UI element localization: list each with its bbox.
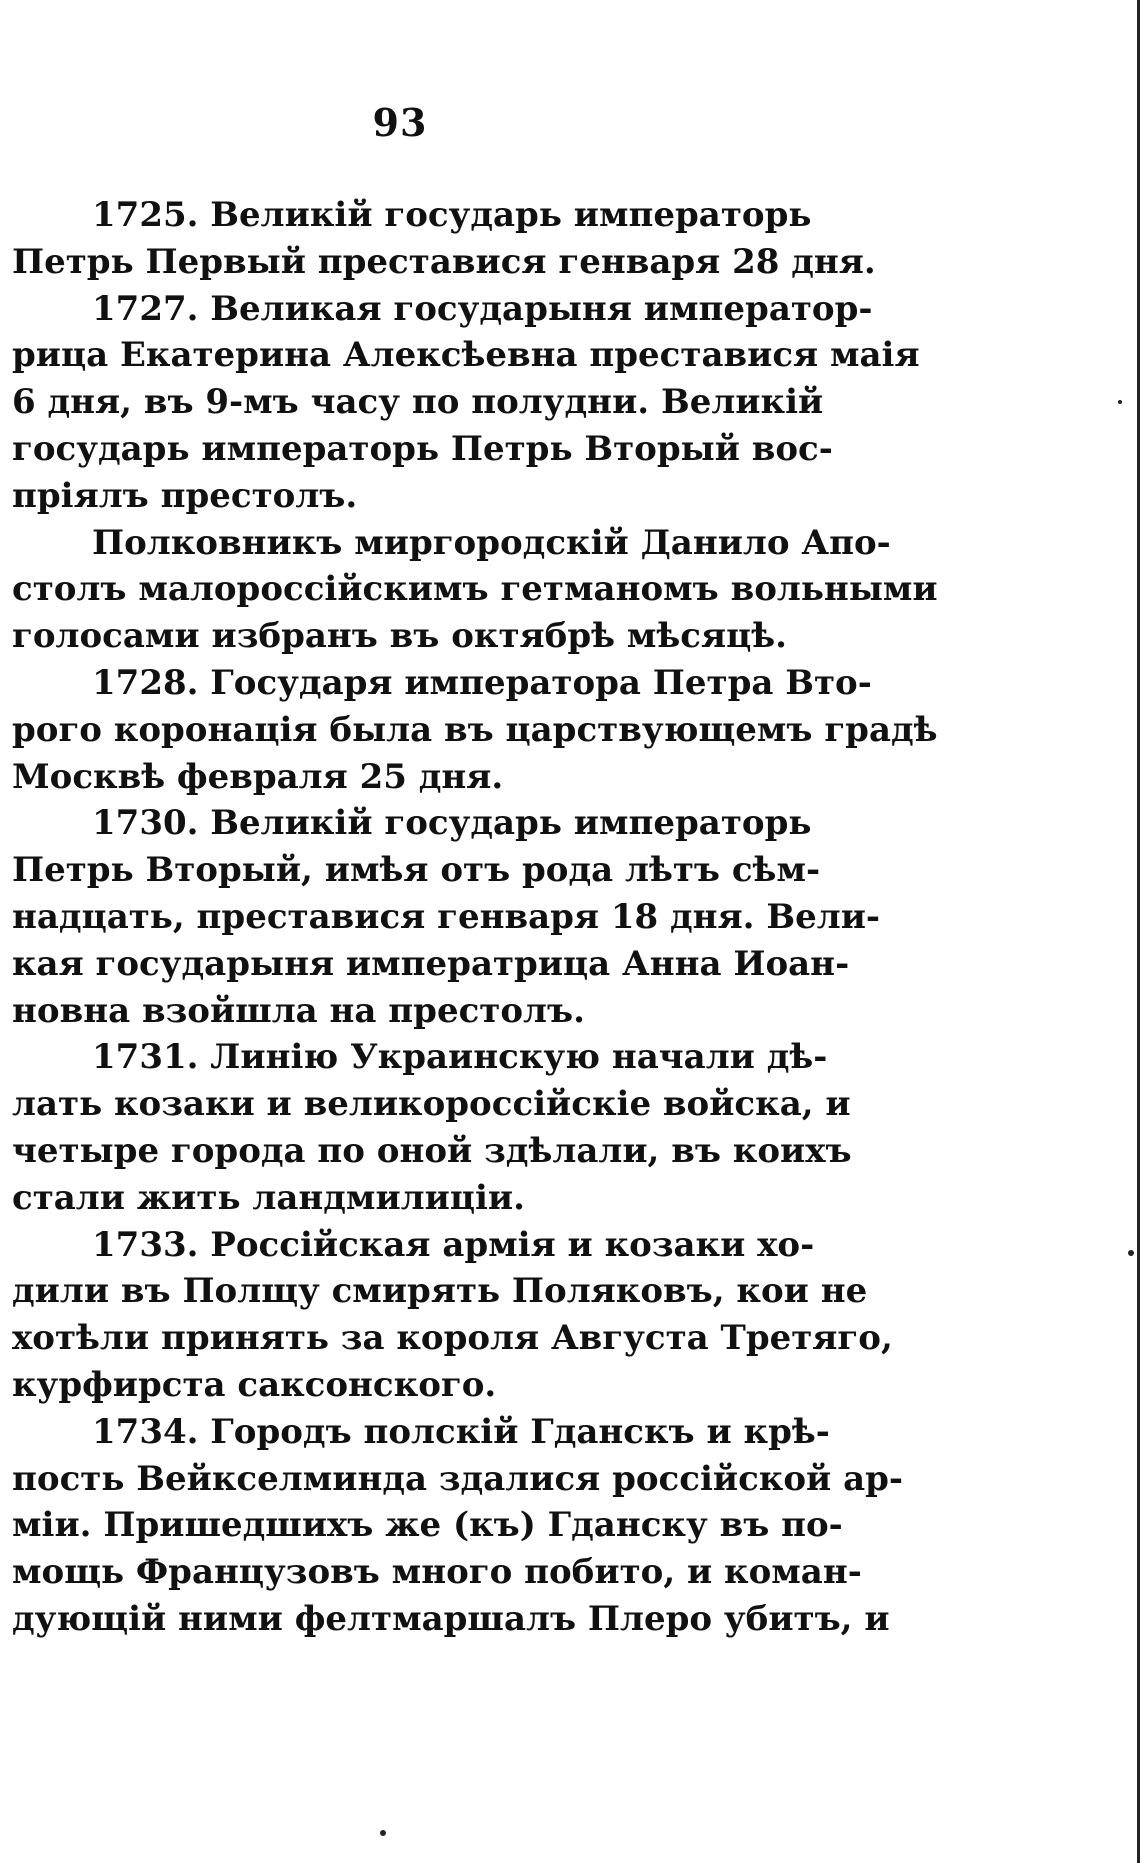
text-line: 1733. Россійская армія и козаки хо- [92, 1224, 815, 1265]
text-line: курфирста саксонского. [12, 1364, 497, 1405]
print-speck [380, 1830, 386, 1836]
text-line: лать козаки и великороссійскіе войска, и [12, 1084, 851, 1125]
text-line: новна взойшла на престолъ. [12, 990, 585, 1031]
text-line: кая государыня императрица Анна Иоан- [12, 943, 850, 984]
text-line: Петрь Вторый, имѣя отъ рода лѣтъ сѣм- [12, 850, 821, 891]
text-line: хотѣли принять за короля Августа Третяго, [12, 1318, 893, 1359]
text-line: рица Екатерина Алексѣевна преставися маія [12, 335, 920, 376]
text-line: 1725. Великій государь императорь [92, 195, 812, 235]
text-line: 1727. Великая государыня император- [92, 288, 873, 329]
text-line: надцать, преставися генваря 18 дня. Вели- [12, 896, 881, 937]
text-line: голосами избранъ въ октябрѣ мѣсяцѣ. [12, 616, 787, 657]
text-line: міи. Пришедшихъ же (къ) Гданску въ по- [12, 1505, 843, 1546]
text-line: пріялъ престолъ. [12, 475, 358, 516]
text-line: рого коронація была въ царствующемъ градѣ [12, 709, 938, 750]
text-line: мощь Французовъ много побито, и коман- [12, 1552, 862, 1593]
text-line: пость Вейкселминда здалися россійской ар- [12, 1458, 903, 1499]
text-line: 1731. Линію Украинскую начали дѣ- [92, 1037, 828, 1078]
text-line: Москвѣ февраля 25 дня. [12, 756, 504, 797]
text-line: столъ малороссійскимъ гетманомъ вольными [12, 569, 938, 610]
text-line: четыре города по оной здѣлали, въ коихъ [12, 1130, 852, 1171]
text-line: 1728. Государя императора Петра Вто- [92, 662, 872, 703]
page-number: 93 [372, 100, 428, 145]
text-line: Петрь Первый преставися генваря 28 дня. [12, 241, 876, 282]
text-line: дующій ними фелтмаршалъ Плеро убитъ, и [12, 1598, 890, 1639]
text-line: Полковникъ миргородскій Данило Апо- [92, 522, 891, 563]
text-line: 1734. Городъ полскій Гданскъ и крѣ- [92, 1411, 830, 1452]
text-body [12, 192, 938, 1643]
text-line: дили въ Полщу смирять Поляковъ, кои не [12, 1271, 868, 1312]
text-line: стали жить ландмилиціи. [12, 1177, 525, 1218]
text-line: государь императорь Петрь Вторый вос- [12, 428, 833, 469]
text-line: 1730. Великій государь императорь [92, 803, 812, 844]
text-line: 6 дня, въ 9-мъ часу по полудни. Великій [12, 382, 824, 423]
print-speck [1128, 1250, 1134, 1256]
print-speck [1118, 400, 1122, 404]
